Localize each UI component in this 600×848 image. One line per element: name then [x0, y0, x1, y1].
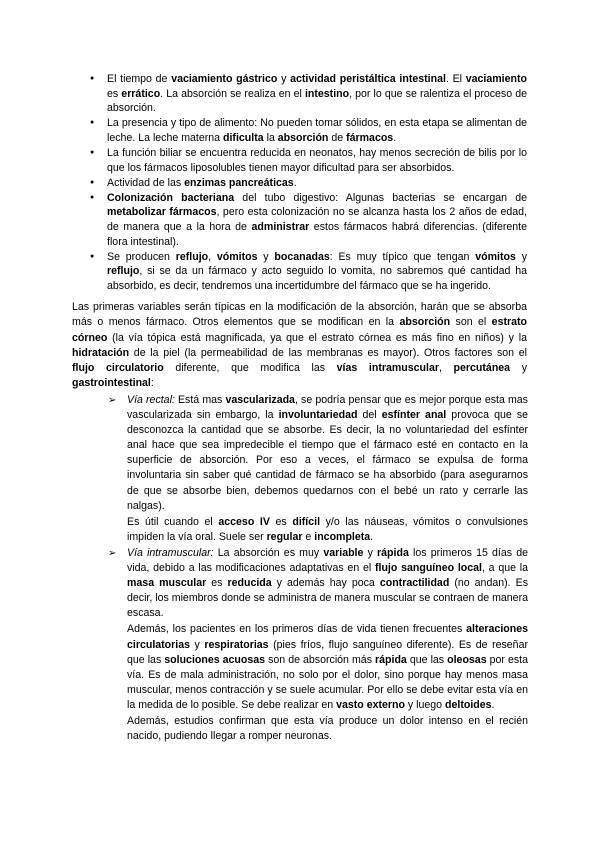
text-run: . El: [445, 73, 466, 85]
text-run: :: [150, 377, 154, 390]
body-paragraph: [72, 300, 527, 392]
text-run: ,: [208, 250, 217, 263]
bullet-item: [72, 250, 527, 294]
text-run: (la vía tópica está magnificada, ya que el estrato córnea es más fino en niños) y la: [107, 331, 527, 344]
bold-text: acceso IV: [218, 515, 270, 528]
sub-paragraph: [127, 622, 528, 713]
text-run: La absorción es muy: [213, 546, 324, 559]
bold-text: reducida: [227, 577, 272, 590]
text-run: y: [190, 638, 205, 651]
text-run: e: [302, 530, 315, 543]
bullet-item: [72, 146, 527, 175]
text-run: . La absorción se realiza en el: [160, 87, 305, 100]
bold-text: esfínter anal: [381, 409, 447, 422]
bold-text: bocanadas: [274, 250, 330, 263]
text-run: Además, los pacientes en los primeros días de vida tienen frecuentes: [127, 623, 467, 636]
bold-text: involuntariedad: [278, 409, 358, 422]
text-run: de la piel (la permeabilidad de las membranas es mayor). Otros factores son el: [129, 346, 527, 359]
bold-text: administrar: [251, 220, 310, 233]
bold-text: intestino: [304, 87, 350, 100]
text-run: y: [277, 73, 291, 85]
bold-text: contractilidad: [379, 577, 450, 590]
bold-text: oleosas: [447, 653, 487, 666]
bold-text: variable: [323, 546, 364, 559]
bold-text: hidratación: [72, 346, 130, 359]
bold-text: rápida: [375, 653, 407, 666]
text-run: estos fármacos habrá diferencias. (diferente flora intestinal).: [107, 220, 528, 248]
text-run: ,: [438, 362, 454, 375]
text-run: (pies fríos, flujo sanguíneo diferente). Es de reseñar que las: [127, 638, 528, 666]
bold-text: absorción: [277, 131, 329, 144]
text-run: Las primeras variables serán típicas en la modificación de la absorción, harán que se absorba más o menos fármaco. Otros elementos que se modifican en la: [72, 301, 527, 329]
text-run: (no andan). Es decir, los miembros donde se administra de manera muscular se contraen de manera escasa.: [127, 577, 528, 620]
text-run: Se producen: [107, 250, 176, 263]
text-run: : Es muy típico que tengan: [329, 250, 476, 263]
text-run: es: [269, 515, 293, 528]
bullet-list: [72, 72, 527, 294]
bold-text: vómitos: [216, 250, 258, 263]
text-run: , por lo que se ralentiza el proceso de absorción.: [107, 87, 527, 115]
text-run: y/o las náuseas, vómitos o convulsiones impiden la vía oral. Suele ser: [127, 515, 528, 543]
text-run: y: [257, 250, 275, 263]
bold-text: vómitos: [475, 250, 516, 263]
bold-text: enzimas pancreáticas: [184, 176, 294, 189]
text-run: , se podría pensar que es mejor porque esta mas vascularizada sin embargo, la: [127, 394, 528, 422]
bold-text: Colonización bacteriana: [107, 191, 235, 204]
text-run: provoca que se desconozca la cantidad que se absorbe. Es decir, la no voluntariedad del esfínter anal hace que sea impredecible el tiempo que el fármaco esté en contacto en la superficie de absorción. Por eso a veces, el fármaco se expulsa de forma involuntaria sin saber qué cantidad de fármaco se ha absorbido (para asegurarnos de que se absorbe bien, debemos quedarnos con el bebé un rato y cerrarle las nalgas).: [127, 409, 528, 512]
bold-text: masa muscular: [127, 577, 207, 590]
bold-text: regular: [266, 530, 303, 543]
text-run: son de absorción más: [265, 653, 376, 666]
sub-paragraph: [127, 393, 528, 514]
text-run: .: [393, 131, 397, 144]
sub-item-via-rectal: [108, 393, 528, 545]
bold-text: difícil: [292, 515, 321, 528]
bold-text: deltoides: [445, 698, 492, 711]
bold-text: percutánea: [453, 362, 511, 375]
sub-paragraph: [127, 714, 528, 744]
text-run: la: [263, 131, 278, 144]
text-run: es: [206, 577, 228, 590]
bold-text: gastrointestinal: [72, 377, 151, 390]
text-run: Además, estudios confirman que esta vía produce un dolor intenso en el recién nacido, pudiendo llegar a romper neuronas.: [127, 714, 528, 743]
text-run: .: [370, 530, 374, 543]
bold-text: vías intramuscular: [336, 362, 439, 375]
bullet-item: [72, 72, 527, 116]
bold-text: rápida: [377, 546, 409, 559]
text-run: , pero esta colonización no se alcanza hasta los 2 años de edad, de manera que a la hora de: [107, 206, 527, 233]
bold-text: estrato córneo: [72, 316, 527, 344]
text-run: son el: [450, 316, 492, 329]
bold-text: actividad peristáltica intestinal: [290, 73, 446, 85]
bold-text: respiratorias: [204, 638, 269, 651]
text-run: y luego: [404, 698, 446, 711]
text-run: que las: [406, 653, 448, 666]
text-run: es: [107, 87, 122, 100]
text-run: La función biliar se encuentra reducida en neonatos, hay menos secreción de bilis por lo que los fármacos liposolubles tienen mayor dificultad para ser absorbidos.: [107, 146, 527, 174]
sub-paragraph: [127, 546, 528, 621]
text-run: del tubo digestivo: Algunas bacterias se encargan de: [234, 191, 527, 204]
bullet-item: [72, 191, 527, 249]
bullet-item: [72, 116, 527, 145]
bold-text: vaciamiento gástrico: [171, 73, 278, 85]
bold-text: vaciamiento: [465, 73, 527, 85]
bold-text: incompleta: [314, 530, 371, 543]
text-run: Actividad de las: [107, 176, 185, 189]
text-run: y: [363, 546, 378, 559]
text-run: .: [293, 176, 297, 189]
bold-text: vasto externo: [336, 698, 405, 711]
bold-text: fármacos: [346, 131, 394, 144]
italic-text: Vía intramuscular:: [127, 546, 214, 559]
text-run: y además hay poca: [271, 577, 380, 590]
text-run: Es útil cuando el: [127, 515, 219, 528]
bold-text: absorción: [399, 316, 451, 329]
text-run: y: [510, 362, 528, 375]
text-run: y: [515, 250, 527, 263]
bold-text: metabolizar fármacos: [107, 206, 217, 219]
bold-text: soluciones acuosas: [164, 653, 266, 666]
bold-text: flujo sanguíneo local: [374, 562, 482, 575]
bold-text: reflujo: [175, 250, 209, 263]
italic-text: Vía rectal:: [127, 394, 175, 406]
sub-item-via-intramuscular: [108, 546, 528, 744]
sub-list: [108, 393, 528, 744]
text-run: .: [491, 698, 495, 711]
text-run: La presencia y tipo de alimento: No pueden tomar sólidos, en esta etapa se alimentan de leche. La leche materna: [107, 117, 527, 144]
text-run: de: [328, 131, 347, 144]
text-run: por esta vía. Es de mala administración, no solo por el dolor, sino porque hay menos masa muscular, menos contracción y se suele acumular. Por ello se debe evitar esta vía en la medida de lo posible. Se debe realizar en: [127, 653, 528, 711]
bold-text: flujo circulatorio: [72, 362, 164, 375]
text-run: Está mas: [174, 394, 226, 406]
bold-text: dificulta: [223, 131, 264, 144]
text-run: , a que la: [481, 562, 529, 575]
bold-text: vascularizada: [225, 394, 295, 406]
bold-text: alteraciones circulatorias: [127, 623, 528, 651]
text-run: diferente, que modifica las: [163, 362, 337, 375]
bold-text: errático: [121, 87, 161, 100]
text-run: El tiempo de: [107, 73, 172, 85]
text-run: los primeros 15 días de vida, debido a las modificaciones adaptativas en el: [127, 546, 529, 575]
text-run: , si se da un fármaco y acto seguido lo vomita, no sabremos qué cantidad ha absorbido, es decir, tendremos una incertidumbre del fármaco que se ha ingerido.: [107, 265, 527, 292]
sub-paragraph: [127, 515, 528, 545]
bullet-item: [72, 176, 527, 191]
bold-text: reflujo: [107, 265, 140, 278]
text-run: del: [357, 409, 382, 422]
